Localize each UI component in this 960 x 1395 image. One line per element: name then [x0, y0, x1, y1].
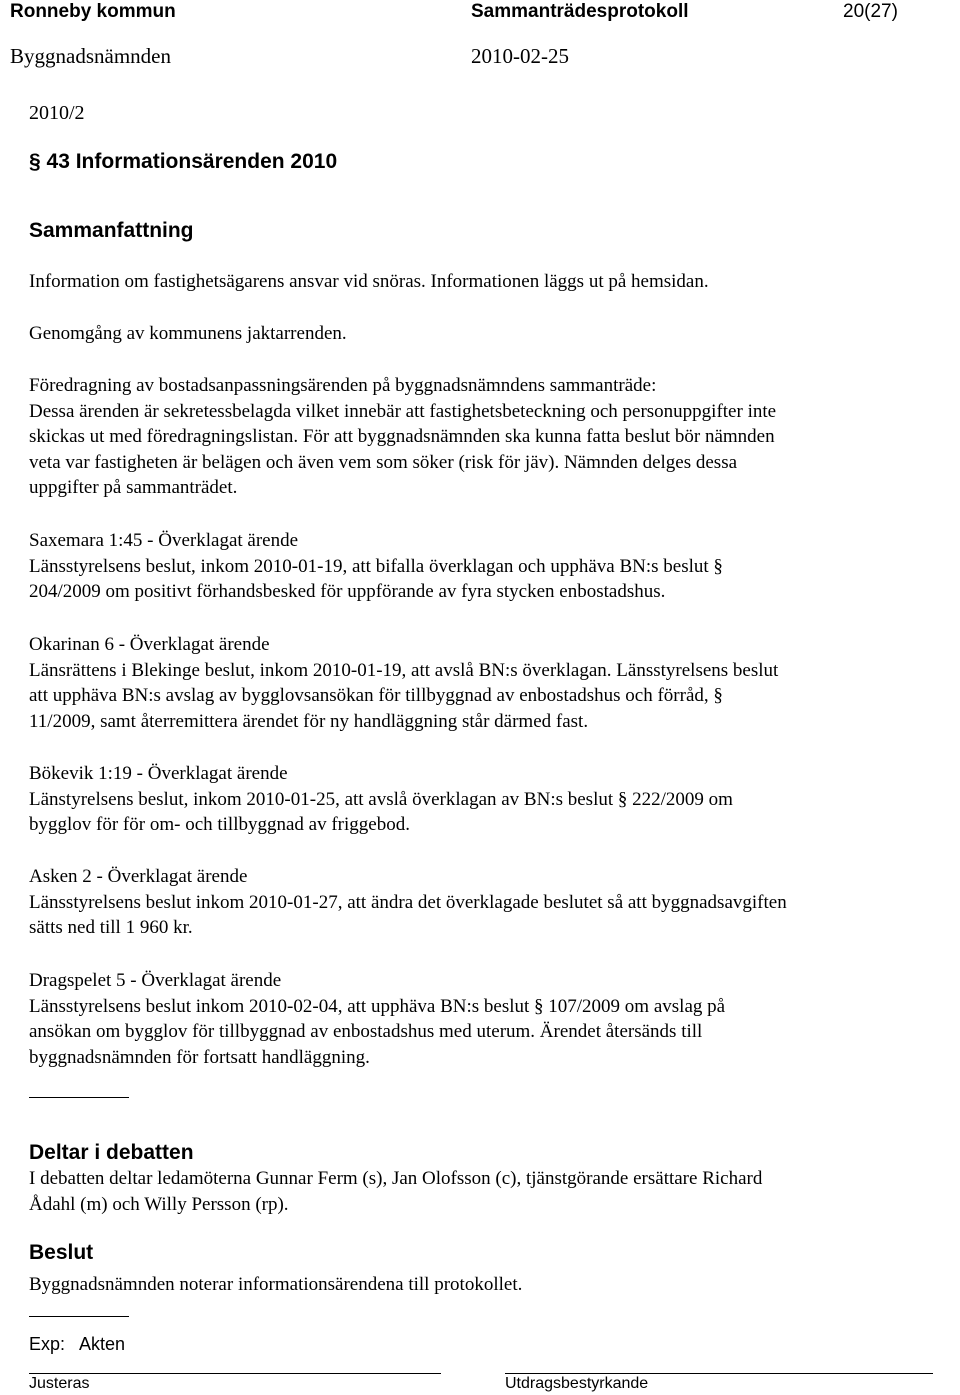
section-ref-icon: § [534, 995, 544, 1017]
section-mark: § [29, 150, 41, 173]
debate-text: I debatten deltar ledamöterna Gunnar Ferm (s), Jan Olofsson (c), tjänstgörande ersättare Richard Ådahl (m) och Willy Persson (rp). [29, 1168, 763, 1215]
section-title-text: 43 Informationsärenden 2010 [46, 150, 338, 173]
section-ref-icon: § [713, 555, 723, 577]
case-bokevik: Bökevik 1:19 - Överklagat ärende Länstyrelsens beslut, inkom 2010-01-25, att avslå överklagan av BN:s beslut § 222/2009 om bygglov för för om- och tillbyggnad av friggebod. [29, 763, 733, 835]
case-dragspelet: Dragspelet 5 - Överklagat ärende Länsstyrelsens beslut inkom 2010-02-04, att upphäva BN:s beslut § 107/2009 om avslag på ansökan om bygglov för tillbyggnad av enbostadshus med uterum. Ärendet återsänds till byggnadsnämnden för fortsatt handläggning. [29, 970, 726, 1068]
header-date: 2010-02-25 [471, 44, 569, 68]
exp-line [29, 1334, 125, 1355]
exp-value: Akten [79, 1334, 126, 1354]
footer-utdragsbestyrkande: Utdragsbestyrkande [505, 1375, 649, 1392]
case-saxemara: Saxemara 1:45 - Överklagat ärende Länsstyrelsens beslut, inkom 2010-01-19, att bifalla överklagan och upphäva BN:s beslut § 204/2009 om positivt förhandsbesked för uppförande av fyra stycken enbostadshus. [29, 530, 723, 602]
header-page: 20(27) [843, 1, 898, 22]
footer-justeras: Justeras [29, 1375, 90, 1392]
summary-heading: Sammanfattning [29, 219, 194, 242]
exp-label: Exp: [29, 1334, 66, 1354]
header-org: Ronneby kommun [10, 1, 176, 22]
divider-exp [29, 1316, 129, 1317]
header-doc-type: Sammanträdesprotokoll [471, 1, 689, 22]
case-asken: Asken 2 - Överklagat ärende Länsstyrelsens beslut inkom 2010-01-27, att ändra det överklagade beslutet så att byggnadsavgiften sätts ned till 1 960 kr. [29, 866, 787, 938]
case-number: 2010/2 [29, 102, 85, 124]
summary-p2: Genomgång av kommunens jaktarrenden. [29, 323, 347, 344]
header-board: Byggnadsnämnden [10, 44, 171, 68]
case-okarinan: Okarinan 6 - Överklagat ärende Länsrättens i Blekinge beslut, inkom 2010-01-19, att avslå BN:s överklagan. Länsstyrelsens beslut att upphäva BN:s avslag av bygglovsansökan för tillbyggnad av enbostadshus och förråd, § 11/2009, samt återremittera ärendet för ny handläggning står därmed fast. [29, 634, 779, 732]
decision-text: Byggnadsnämnden noterar informationsärendena till protokollet. [29, 1274, 523, 1295]
footer-rule-right [505, 1373, 933, 1374]
divider-short [29, 1097, 129, 1098]
footer-rule-left [29, 1373, 441, 1374]
section-ref-icon: § [617, 788, 628, 810]
debate-heading: Deltar i debatten [29, 1141, 194, 1164]
summary-p1: Information om fastighetsägarens ansvar vid snöras. Informationen läggs ut på hemsidan. [29, 271, 709, 292]
decision-heading: Beslut [29, 1241, 94, 1264]
section-title [29, 150, 337, 174]
section-ref-icon: § [713, 685, 723, 706]
summary-p3: Föredragning av bostadsanpassningsärenden på byggnadsnämndens sammanträde: Dessa ärenden är sekretessbelagda vilket innebär att fastighetsbeteckning och personuppgifter inte skickas ut med föredragningslistan. För att byggnadsnämnden ska kunna fatta beslut bör nämnden veta var fastigheten är belägen och även vem som söker (risk för jäv). Nämnden delges dessa uppgifter på sammanträdet. [29, 375, 777, 498]
